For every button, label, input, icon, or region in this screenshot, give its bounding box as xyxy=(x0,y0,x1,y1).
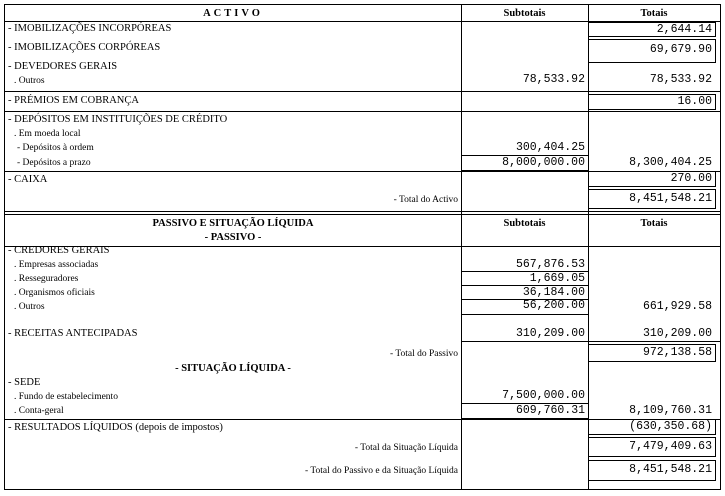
subtotal-value: 1,669.05 xyxy=(529,272,585,285)
row-label: - Depósitos à ordem xyxy=(17,143,94,153)
row-label: - Depósitos a prazo xyxy=(17,158,91,168)
activo-header-title: ACTIVO xyxy=(203,8,263,19)
total-value: (630,350.68) xyxy=(629,420,712,433)
total-value: 8,109,760.31 xyxy=(629,404,712,417)
total-situacao-label: - Total da Situação Líquida xyxy=(354,443,458,453)
row-label: . Conta-geral xyxy=(14,406,64,416)
row-label: . Resseguradores xyxy=(14,274,79,284)
subtotal-value: 78,533.92 xyxy=(522,73,585,86)
row-label: - CREDORES GERAIS xyxy=(8,245,110,256)
row-label: . Em moeda local xyxy=(14,129,81,139)
passivo-header-totais: Totais xyxy=(640,218,668,229)
row-label: - PRÉMIOS EM COBRANÇA xyxy=(8,95,139,106)
row-label: - RECEITAS ANTECIPADAS xyxy=(8,328,138,339)
row-label: . Empresas associadas xyxy=(14,260,99,270)
passivo-header-title: PASSIVO E SITUAÇÃO LÍQUIDA xyxy=(152,218,314,229)
subtotal-value: 7,500,000.00 xyxy=(502,389,585,402)
row-label: - SEDE xyxy=(8,377,41,388)
row-label: - IMOBILIZAÇÕES INCORPÓREAS xyxy=(8,23,172,34)
passivo-section-title: - PASSIVO - xyxy=(204,232,262,243)
total-value: 2,644.14 xyxy=(656,23,712,36)
subtotal-value: 567,876.53 xyxy=(515,258,585,271)
row-label: - CAIXA xyxy=(8,174,48,185)
header-rule xyxy=(5,246,720,247)
passivo-header-subtotais: Subtotais xyxy=(503,218,546,229)
row-label: . Organismos oficiais xyxy=(14,288,95,298)
row-label: - RESULTADOS LÍQUIDOS (depois de impostos) xyxy=(8,422,223,433)
grand-total-value: 8,451,548.21 xyxy=(629,463,712,476)
row-rule xyxy=(5,111,720,112)
situacao-section-title: - SITUAÇÃO LÍQUIDA - xyxy=(175,363,291,374)
row-rule xyxy=(461,341,720,342)
subtotal-value: 56,200.00 xyxy=(522,299,585,312)
total-passivo-label: - Total do Passivo xyxy=(389,349,458,359)
total-value: 310,209.00 xyxy=(642,327,712,340)
subtotal-value: 8,000,000.00 xyxy=(502,156,585,169)
row-label: - DEPÓSITOS EM INSTITUIÇÕES DE CRÉDITO xyxy=(8,114,228,125)
total-passivo-value: 972,138.58 xyxy=(642,346,712,359)
total-value: 8,300,404.25 xyxy=(629,156,712,169)
activo-header-subtotais: Subtotais xyxy=(503,8,546,19)
total-value: 16.00 xyxy=(677,95,712,108)
total-value: 78,533.92 xyxy=(649,73,712,86)
row-label: . Outros xyxy=(14,302,45,312)
section-divider xyxy=(5,214,720,215)
row-rule xyxy=(461,314,589,315)
row-label: - IMOBILIZAÇÕES CORPÓREAS xyxy=(8,42,161,53)
row-rule xyxy=(5,91,720,92)
row-label: - DEVEDORES GERAIS xyxy=(8,61,118,72)
row-label: . Fundo de estabelecimento xyxy=(14,392,118,402)
total-activo-value: 8,451,548.21 xyxy=(629,192,712,205)
total-value: 270.00 xyxy=(670,172,712,185)
subtotal-value: 36,184.00 xyxy=(522,286,585,299)
total-situacao-value: 7,479,409.63 xyxy=(629,440,712,453)
grand-total-label: - Total do Passivo e da Situação Líquida xyxy=(305,466,458,476)
subtotal-value: 609,760.31 xyxy=(515,404,585,417)
subtotal-value: 310,209.00 xyxy=(515,327,585,340)
subtotal-value: 300,404.25 xyxy=(515,141,585,154)
row-label: . Outros xyxy=(14,76,45,86)
activo-header-totais: Totais xyxy=(640,8,668,19)
total-value: 69,679.90 xyxy=(649,43,712,56)
total-activo-label: - Total do Activo xyxy=(393,195,458,205)
total-value: 661,929.58 xyxy=(642,300,712,313)
balance-sheet xyxy=(4,4,721,490)
section-divider xyxy=(5,211,720,212)
